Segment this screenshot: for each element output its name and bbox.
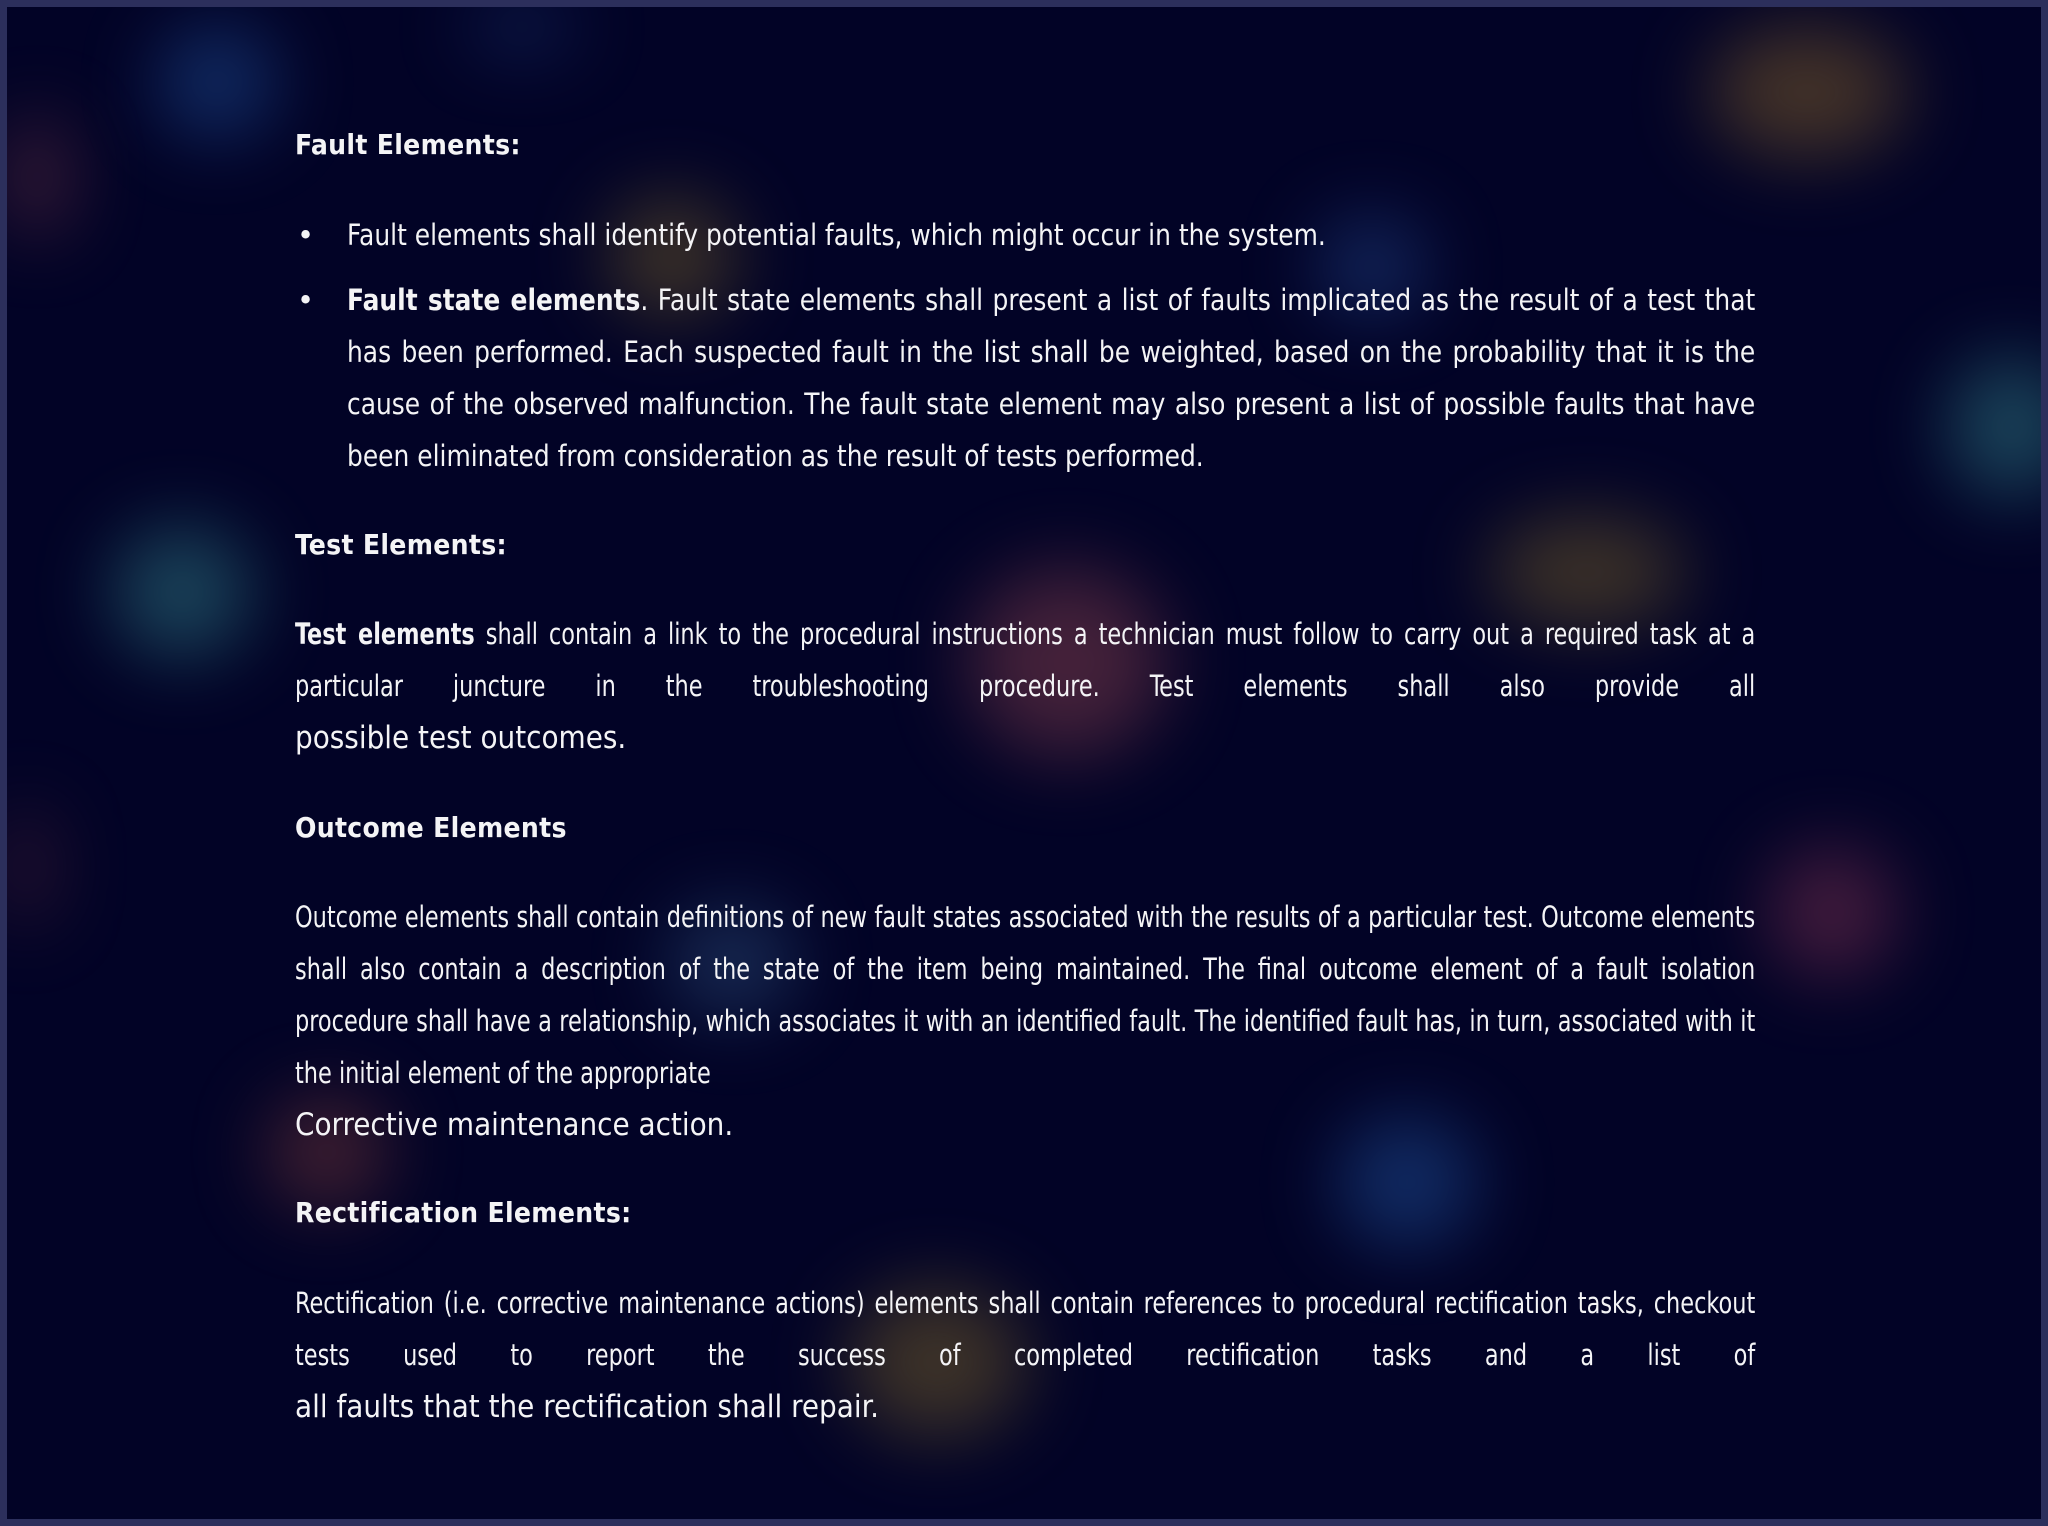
section-heading-outcome-elements: Outcome Elements — [295, 811, 567, 844]
section-heading-test-elements: Test Elements: — [295, 528, 507, 561]
bokeh-light — [1767, 847, 1897, 977]
bokeh-light — [157, 27, 277, 137]
paragraph-lead: Test elements — [295, 617, 475, 651]
bokeh-light — [112, 527, 252, 657]
bokeh-light — [7, 807, 47, 927]
outcome-elements-paragraph — [295, 891, 1755, 1151]
list-item-text: . Fault state elements shall present a list of faults implicated as the result of a test that has been performed. Each suspected fault in the list shall be weighted, based on the probability that it is the cause of the observed malfunction. The fault state element may also present a list of possible faults that have been eliminated from consideration as the result of tests performed. — [347, 283, 1756, 473]
paragraph-tail: Corrective maintenance action. — [295, 1107, 734, 1143]
list-item — [295, 209, 1755, 261]
list-item-text: Fault elements shall identify potential faults, which might occur in the system. — [347, 218, 1326, 252]
list-item-lead: Fault state elements — [347, 283, 641, 317]
section-heading-rectification-elements: Rectification Elements: — [295, 1196, 632, 1229]
bullet-icon: • — [297, 283, 315, 317]
bokeh-light — [467, 7, 577, 47]
paragraph-tail: all faults that the rectification shall repair. — [295, 1389, 880, 1425]
bokeh-light — [7, 117, 67, 237]
paragraph-text: Outcome elements shall contain definitions of new fault states associated with the results of a particular test. Outcome elements shall also contain a description of the state of the item being maintained. The final outcome element of a fault isolation procedure shall have a relationship, which associates it with an identified fault. The identified fault has, in turn, associated with it the initial element of the appropriate — [295, 900, 1756, 1090]
list-item — [295, 274, 1755, 482]
section-heading-fault-elements: Fault Elements: — [295, 128, 521, 161]
bokeh-light — [1947, 357, 2048, 497]
test-elements-paragraph — [295, 608, 1755, 764]
bullet-icon: • — [297, 218, 315, 252]
fault-elements-list — [295, 209, 1755, 482]
paragraph-text: shall contain a link to the procedural instructions a technician must follow to carry out a required task at a particular juncture in the troubleshooting procedure. Test elements shall also provide all — [295, 617, 1756, 703]
bokeh-light — [1707, 27, 1907, 157]
rectification-elements-paragraph — [295, 1277, 1755, 1433]
paragraph-text: Rectification (i.e. corrective maintenance actions) elements shall contain references to procedural rectification tasks, checkout tests used to report the success of completed rectification tasks and a list of — [295, 1286, 1756, 1372]
paragraph-tail: possible test outcomes. — [295, 720, 627, 756]
